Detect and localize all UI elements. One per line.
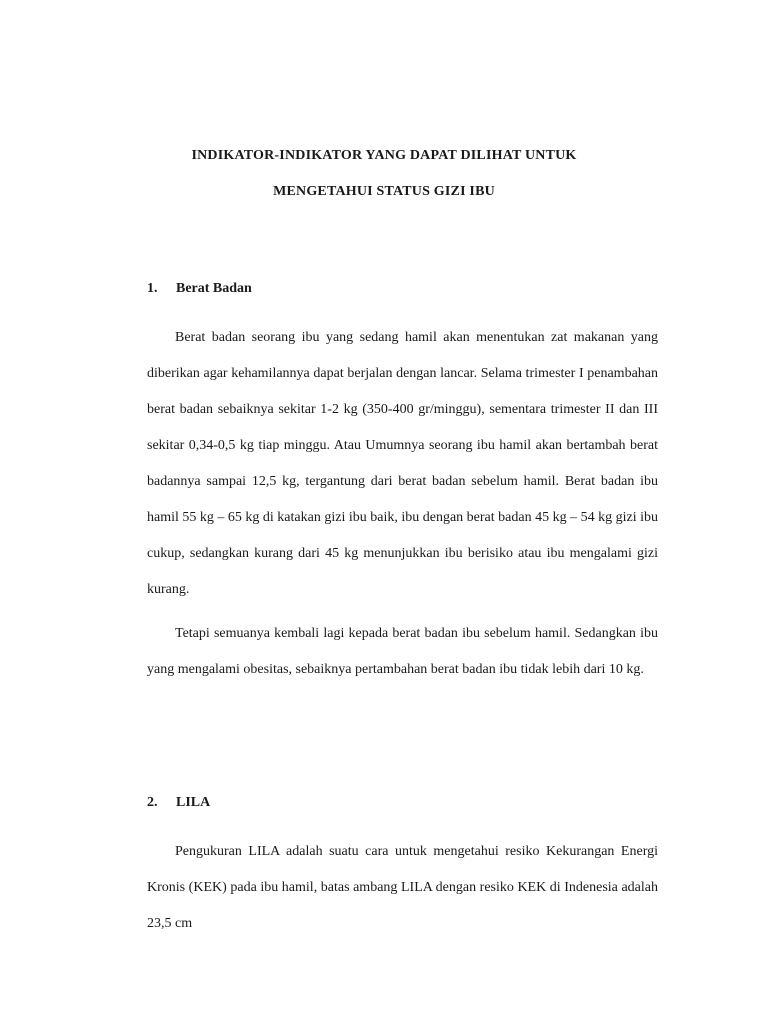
section-title: Berat Badan [176,281,252,296]
paragraph-lila-1: Pengukuran LILA adalah suatu cara untuk mengetahui resiko Kekurangan Energi Kronis (KEK) pada ibu hamil, batas ambang LILA dengan resiko KEK di Indenesia adalah 23,5 cm [147,844,658,931]
section-number: 2. [147,795,158,810]
section-heading-berat-badan [147,281,252,297]
paragraph-berat-badan-1: Berat badan seorang ibu yang sedang hamil akan menentukan zat makanan yang diberikan agar kehamilannya dapat berjalan dengan lancar. Selama trimester I penambahan berat badan sebaiknya sekitar 1-2 kg (350-400 gr/minggu), sementara trimester II dan III sekitar 0,34-0,5 kg tiap minggu. Atau Umumnya seorang ibu hamil akan bertambah berat badannya sampai 12,5 kg, tergantung dari berat badan sebelum hamil. Berat badan ibu hamil 55 kg – 65 kg di katakan gizi ibu baik, ibu dengan berat badan 45 kg – 54 kg gizi ibu cukup, sedangkan kurang dari 45 kg menunjukkan ibu berisiko atau ibu mengalami gizi kurang. [147,330,658,597]
paragraph-berat-badan-2: Tetapi semuanya kembali lagi kepada berat badan ibu sebelum hamil. Sedangkan ibu yang mengalami obesitas, sebaiknya pertambahan berat badan ibu tidak lebih dari 10 kg. [147,626,658,677]
section-heading-lila [147,795,210,811]
section-number: 1. [147,281,158,296]
document-title-line-2: MENGETAHUI STATUS GIZI IBU [273,184,495,199]
document-title-line-1: INDIKATOR-INDIKATOR YANG DAPAT DILIHAT UNTUK [191,148,577,163]
section-title: LILA [176,795,211,810]
